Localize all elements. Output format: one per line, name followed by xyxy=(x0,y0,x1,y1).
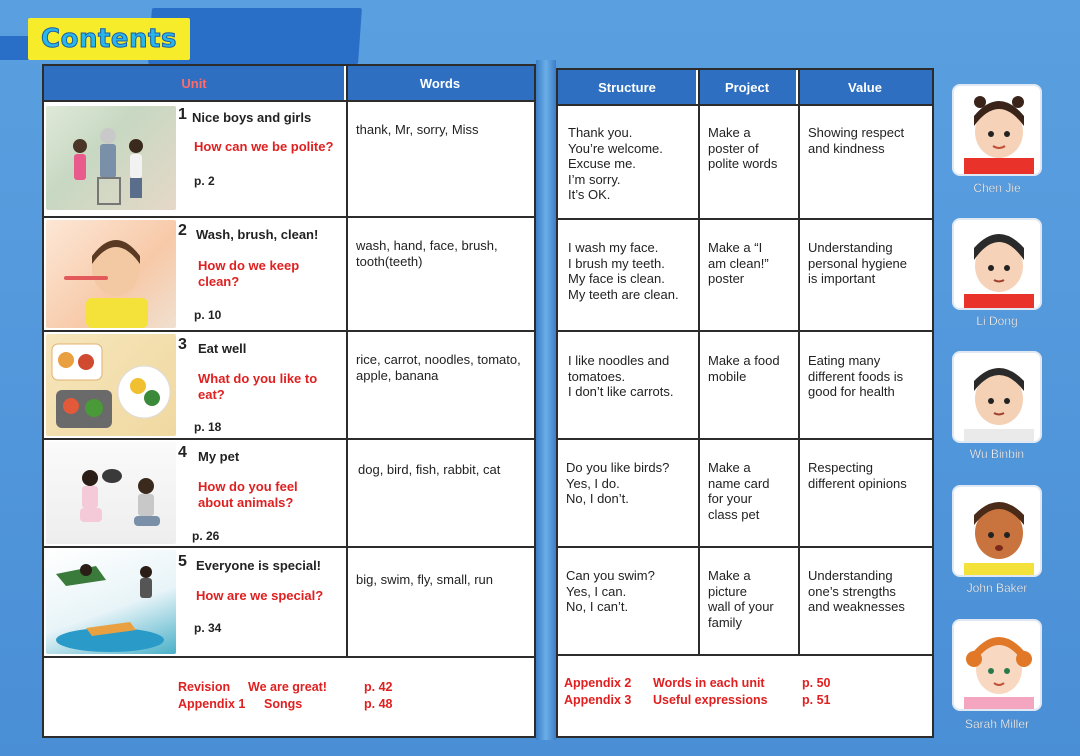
avatar-name: Chen Jie xyxy=(973,181,1021,195)
unit-words: rice, carrot, noodles, tomato, apple, banana xyxy=(356,352,521,383)
avatar-john-baker xyxy=(952,485,1042,577)
project-line: for your xyxy=(708,491,753,506)
structure-line: I like noodles and xyxy=(568,353,670,368)
title-banner xyxy=(28,18,190,60)
unit-number: 4 xyxy=(178,444,187,461)
value-line: Understanding xyxy=(808,568,893,583)
unit-title: Everyone is special! xyxy=(196,558,322,573)
row-divider xyxy=(44,438,534,440)
structure-line: Do you like birds? xyxy=(566,460,670,475)
unit-words: dog, bird, fish, rabbit, cat xyxy=(358,462,501,477)
unit-2-photo xyxy=(46,220,176,328)
structure-line: My teeth are clean. xyxy=(568,286,679,302)
unit-words: big, swim, fly, small, run xyxy=(356,572,494,587)
page-title: Contents xyxy=(41,24,177,54)
header-structure: Structure xyxy=(558,70,698,104)
value-line: Eating many xyxy=(808,353,881,368)
value-line: personal hygiene xyxy=(808,255,908,271)
column-divider xyxy=(798,70,800,654)
unit-page: p. 2 xyxy=(194,174,215,188)
unit-title: Nice boys and girls xyxy=(192,110,312,125)
unit-number: 5 xyxy=(178,553,187,570)
project-line: class pet xyxy=(708,506,760,522)
avatar-wu-binbin xyxy=(952,351,1042,443)
avatar-chen-jie xyxy=(952,84,1042,176)
project-line: family xyxy=(708,614,742,630)
row-divider xyxy=(558,438,932,440)
structure-line: I don’t like carrots. xyxy=(568,384,674,399)
row-divider xyxy=(44,100,534,102)
unit-question: How do you feel about animals? xyxy=(198,479,298,510)
project-cell xyxy=(708,568,774,630)
unit-words: wash, hand, face, brush, tooth(teeth) xyxy=(356,238,498,269)
header-value: Value xyxy=(798,70,932,104)
value-cell xyxy=(808,568,905,615)
row-divider xyxy=(44,216,534,218)
value-line: one’s strengths xyxy=(808,583,896,599)
row-divider xyxy=(44,656,534,658)
structure-line: Excuse me. xyxy=(568,156,636,171)
project-cell xyxy=(708,125,777,172)
structure-cell xyxy=(568,240,679,302)
row-divider xyxy=(558,546,932,548)
row-divider xyxy=(44,330,534,332)
avatar-name: Li Dong xyxy=(976,314,1018,328)
value-cell xyxy=(808,460,907,491)
unit-number: 2 xyxy=(178,222,187,239)
value-line: Understanding xyxy=(808,240,893,255)
structure-line: My face is clean. xyxy=(568,271,665,286)
structure-line: Thank you. xyxy=(568,125,633,140)
project-line: poster xyxy=(708,271,745,286)
revision-page[interactable]: p. 42 xyxy=(364,680,393,694)
value-cell xyxy=(808,240,907,287)
project-line: name card xyxy=(708,475,770,491)
structure-cell xyxy=(568,353,674,400)
appendix-2-label[interactable]: Appendix 2 xyxy=(564,676,632,690)
project-line: mobile xyxy=(708,368,747,384)
structure-line: Yes, I do. xyxy=(566,475,620,491)
structure-line: No, I don’t. xyxy=(566,491,629,506)
header-unit: Unit xyxy=(44,66,346,100)
appendix-3-page[interactable]: p. 51 xyxy=(802,693,831,707)
project-line: Make a “I xyxy=(708,240,763,255)
value-line: is important xyxy=(808,271,876,286)
unit-page: p. 18 xyxy=(194,420,222,434)
unit-question: What do you like to eat? xyxy=(198,371,318,402)
row-divider xyxy=(558,654,932,656)
header-words: Words xyxy=(346,66,534,100)
structure-cell xyxy=(566,460,669,507)
project-line: Make a xyxy=(708,568,751,583)
structure-line: tomatoes. xyxy=(568,368,626,384)
unit-title: Eat well xyxy=(198,341,247,356)
avatar-name: Wu Binbin xyxy=(969,447,1025,461)
unit-4-photo xyxy=(46,442,176,544)
structure-line: Can you swim? xyxy=(566,568,655,583)
right-contents-table xyxy=(556,68,934,738)
avatar-li-dong xyxy=(952,218,1042,310)
appendix-1-title[interactable]: Songs xyxy=(264,697,303,711)
structure-line: I’m sorry. xyxy=(568,171,621,187)
structure-cell xyxy=(566,568,655,615)
header-project: Project xyxy=(698,70,798,104)
unit-question: How are we special? xyxy=(196,588,324,603)
appendix-1-page[interactable]: p. 48 xyxy=(364,697,393,711)
project-cell xyxy=(708,240,769,287)
left-contents-table xyxy=(42,64,536,738)
unit-number: 1 xyxy=(178,106,187,123)
value-line: Respecting xyxy=(808,460,874,475)
structure-cell xyxy=(568,125,663,203)
value-line: and kindness xyxy=(808,140,885,156)
project-cell xyxy=(708,353,780,384)
structure-line: It’s OK. xyxy=(568,187,611,202)
unit-number: 3 xyxy=(178,336,187,353)
project-line: Make a xyxy=(708,460,751,475)
value-cell xyxy=(808,125,904,156)
unit-3-photo xyxy=(46,334,176,436)
unit-words: thank, Mr, sorry, Miss xyxy=(356,122,479,137)
unit-question: How do we keep clean? xyxy=(198,258,300,289)
appendix-3-title[interactable]: Useful expressions xyxy=(653,693,768,707)
unit-1-photo xyxy=(46,106,176,210)
row-divider xyxy=(44,546,534,548)
column-divider xyxy=(698,70,700,654)
row-divider xyxy=(558,218,932,220)
appendix-2-page[interactable]: p. 50 xyxy=(802,676,831,690)
avatar-name: John Baker xyxy=(966,581,1028,595)
unit-page: p. 26 xyxy=(192,529,220,543)
avatar-name: Sarah Miller xyxy=(964,717,1030,731)
project-line: Make a food xyxy=(708,353,780,368)
project-line: wall of your xyxy=(708,599,774,614)
project-line: poster of xyxy=(708,140,759,156)
value-line: different foods is xyxy=(808,368,904,384)
project-line: picture xyxy=(708,583,748,599)
value-line: and weaknesses xyxy=(808,599,905,614)
project-line: Make a xyxy=(708,125,751,140)
unit-page: p. 10 xyxy=(194,308,222,322)
project-line: polite words xyxy=(708,156,778,171)
structure-line: You’re welcome. xyxy=(568,140,663,156)
appendix-1-label[interactable]: Appendix 1 xyxy=(178,697,246,711)
unit-page: p. 34 xyxy=(194,621,222,635)
unit-title: My pet xyxy=(198,449,240,464)
appendix-2-title[interactable]: Words in each unit xyxy=(653,676,765,690)
row-divider xyxy=(558,330,932,332)
value-line: good for health xyxy=(808,384,895,399)
structure-line: I wash my face. xyxy=(568,240,659,255)
structure-line: I brush my teeth. xyxy=(568,255,665,271)
value-cell xyxy=(808,353,903,400)
project-line: am clean!” xyxy=(708,255,769,271)
row-divider xyxy=(558,104,932,106)
unit-title: Wash, brush, clean! xyxy=(196,227,319,242)
avatar-sarah-miller xyxy=(952,619,1042,711)
value-line: different opinions xyxy=(808,475,907,491)
unit-question: How can we be polite? xyxy=(194,139,334,154)
structure-line: Yes, I can. xyxy=(566,583,627,599)
revision-title[interactable]: We are great! xyxy=(248,680,327,694)
project-cell xyxy=(708,460,769,522)
appendix-3-label[interactable]: Appendix 3 xyxy=(564,693,632,707)
value-line: Showing respect xyxy=(808,125,905,140)
unit-5-photo xyxy=(46,550,176,654)
structure-line: No, I can’t. xyxy=(566,599,629,614)
revision-label[interactable]: Revision xyxy=(178,680,231,694)
book-gutter xyxy=(536,60,556,740)
